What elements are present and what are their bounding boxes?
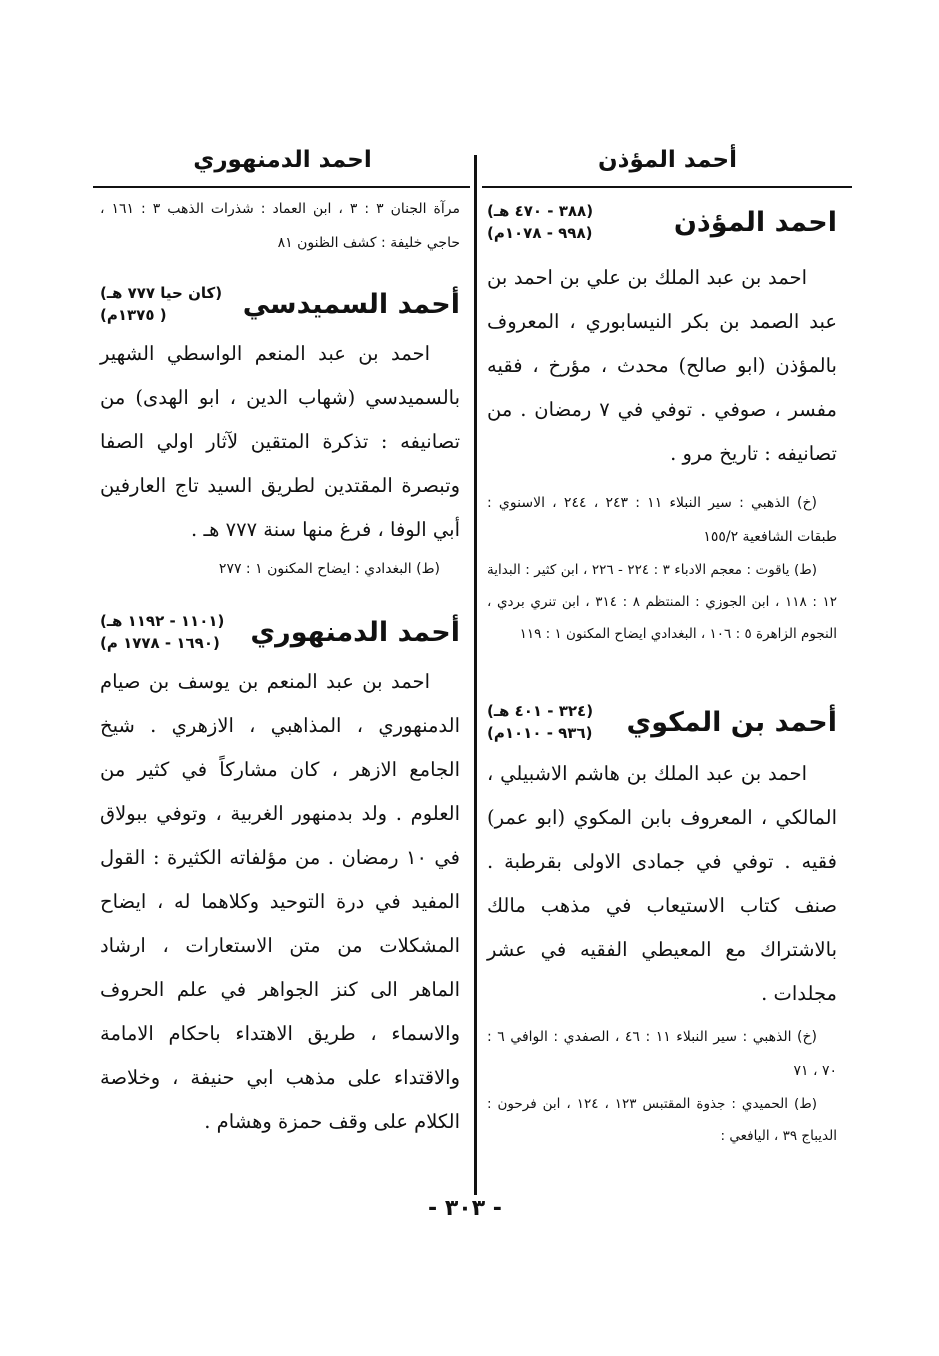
- entry-name: أحمد السميدسي: [242, 288, 460, 320]
- header-rule-right: [482, 186, 852, 188]
- entry-body: احمد بن عبد المنعم بن يوسف بن صيام الدمنهوري ، المذاهبي ، الازهري . شيخ الجامع الازهر ، كان مشاركاً في كثير من العلوم . ولد بدمنهور الغربية ، وتوفي ببولاق في ١٠ رمضان . من مؤلفاته الكثيرة : القول المفيد في درة التوحيد وكلاهما له ، ايضاح المشكلات من متن الاستعارات ، ارشاد الماهر الى كنز الجواهر في علم الحروف والاسماء ، طريق الاهتداء باحكام الامامة والاقتداء على مذهب ابي حنيفة ، وخلاصة الكلام على وقف حمزة وهشام .: [100, 670, 460, 1133]
- entry-dates: [487, 700, 593, 744]
- entry-reference-print: (ط) الحميدي : جذوة المقتبس ١٢٣ ، ١٢٤ ، ابن فرحون : الديباج ٣٩ ، اليافعي :: [487, 1096, 837, 1144]
- entry-name: أحمد الدمنهوري: [250, 616, 460, 648]
- dates-gregorian: (٩٩٨ - ١٠٧٨م): [487, 224, 593, 242]
- dates-hijri: (٣٢٤ - ٤٠١ هـ): [487, 702, 594, 720]
- header-rule-left: [93, 186, 470, 188]
- entry-body: احمد بن عبد الملك بن علي بن احمد بن عبد الصمد بن بكر النيسابوري ، المعروف بالمؤذن (ابو صالح) محدث ، مؤرخ ، فقيه مفسر ، صوفي . توفي في ٧ رمضان . من تصانيفه : تاريخ مرو .: [487, 266, 837, 465]
- entry-header: [100, 610, 460, 654]
- column-divider: [474, 155, 477, 1195]
- dates-hijri: (٣٨٨ - ٤٧٠ هـ): [487, 202, 594, 220]
- entry-dates: [487, 200, 593, 244]
- carryover-reference: مرآة الجنان ٣ : ٣ ، ابن العماد : شذرات الذهب ٣ : ١٦١ ، حاجي خليفة : كشف الظنون ٨١: [100, 201, 460, 251]
- dates-gregorian: ( ١٣٧٥م): [100, 306, 167, 324]
- dates-gregorian: (١٦٩٠ - ١٧٧٨ م): [100, 634, 220, 652]
- entry-name: احمد المؤذن: [673, 206, 837, 238]
- dates-hijri: (١١٠١ - ١١٩٢ هـ): [100, 612, 225, 630]
- entry-reference-print: (ط) ياقوت : معجم الادباء ٣ : ٢٢٤ - ٢٢٦ ، ابن كثير : البداية ١٢ : ١١٨ ، ابن الجوزي : المنتظم ٨ : ٣١٤ ، ابن تنري بردي ، النجوم الزاهرة ٥ : ١٠٦ ، البغدادي ايضاح المكنون ١ : ١١٩: [487, 562, 837, 642]
- dates-hijri: (كان حيا ٧٧٧ هـ): [100, 284, 223, 302]
- left-column: [100, 192, 460, 1144]
- entry-dates: [100, 282, 222, 326]
- entry-header: [100, 282, 460, 326]
- entry-dates: [100, 610, 224, 654]
- dates-gregorian: (٩٣٦ - ١٠١٠م): [487, 724, 593, 742]
- entry-reference-manuscript: (خ) الذهبي : سير النبلاء ١١ : ٢٤٣ ، ٢٤٤ ، الاسنوي : طبقات الشافعية ١٥٥/٢: [487, 495, 837, 545]
- entry-reference-print: (ط) البغدادي : ايضاح المكنون ١ : ٢٧٧: [218, 561, 440, 577]
- entry-body: احمد بن عبد الملك بن هاشم الاشبيلي ، المالكي ، المعروف بابن المكوي (ابو عمر) فقيه . توفي في جمادى الاولى بقرطبة . صنف كتاب الاستيعاب في مذهب مالك بالاشتراك مع المعيطي الفقيه في عشر مجلدات .: [487, 762, 837, 1005]
- right-column: [487, 192, 837, 1152]
- entry-name: أحمد بن المكوي: [626, 706, 837, 738]
- entry-header: [487, 200, 837, 244]
- running-head-right: أحمد المؤذن: [598, 147, 737, 173]
- entry-reference-manuscript: (خ) الذهبي : سير النبلاء ١١ : ٤٦ ، الصفدي : الوافي ٦ : ٧٠ ، ٧١: [487, 1029, 837, 1079]
- running-head-left: احمد الدمنهوري: [193, 147, 372, 173]
- entry-header: [487, 700, 837, 744]
- entry-body: احمد بن عبد المنعم الواسطي الشهير بالسميدسي (شهاب الدين ، ابو الهدى) من تصانيفه : تذكرة المتقين لآثار اولي الصفا وتبصرة المقتدين لطريق السيد تاج العارفين أبي الوفا ، فرغ منها سنة ٧٧٧ هـ .: [100, 342, 460, 541]
- page-number: - ٣٠٣ -: [428, 1196, 502, 1221]
